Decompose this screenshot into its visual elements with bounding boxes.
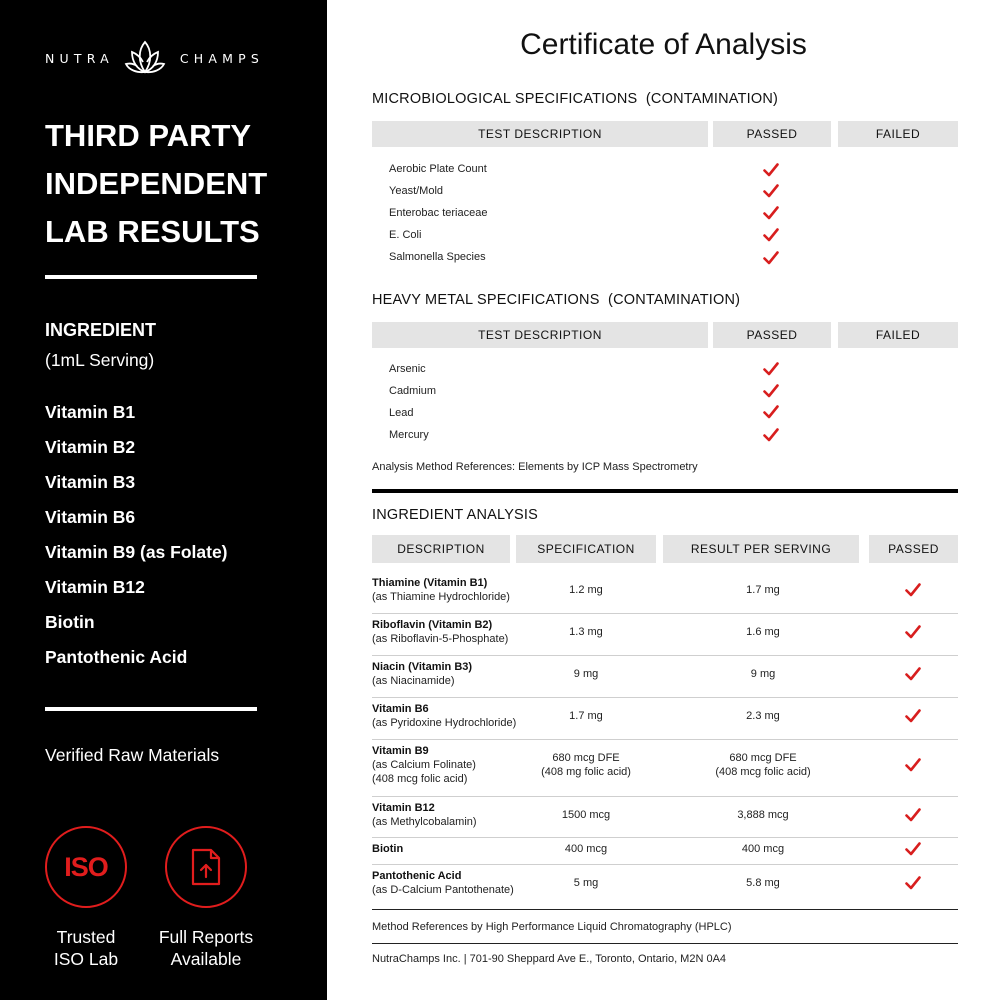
heavy-header-passed: PASSED	[713, 322, 831, 348]
document-upload-icon	[190, 848, 222, 886]
iso-badge-text: ISO	[64, 851, 108, 882]
section-title-suffix: (CONTAMINATION)	[608, 292, 741, 308]
ia-specification-value	[516, 751, 656, 779]
row-divider	[372, 613, 958, 614]
checkmark-icon	[905, 583, 921, 597]
reports-badge	[165, 826, 247, 908]
checkmark-icon	[905, 625, 921, 639]
value-line: 1500 mcg	[561, 809, 611, 821]
ingredient-item: Vitamin B3	[45, 472, 136, 492]
ia-ingredient-source: (as D-Calcium Pantothenate)	[372, 884, 514, 896]
checkmark-icon	[905, 808, 921, 822]
section-title-text: HEAVY METAL SPECIFICATIONS	[372, 292, 600, 308]
table-bottom-rule	[372, 909, 958, 910]
serving-size: (1mL Serving)	[45, 350, 155, 370]
value-line: 400 mcg	[741, 843, 785, 855]
brand-word-right: CHAMPS	[179, 50, 265, 66]
row-divider	[372, 864, 958, 865]
value-line: 1.7 mg	[746, 584, 780, 596]
ia-ingredient-title: Vitamin B9	[372, 745, 429, 757]
headline-line: INDEPENDENT	[45, 166, 268, 201]
checkmark-icon	[763, 206, 779, 220]
ia-result-value	[693, 751, 833, 779]
micro-section-title	[372, 91, 778, 107]
ingredient-item: Biotin	[45, 612, 95, 632]
ingredient-item: Vitamin B1	[45, 402, 136, 422]
ia-ingredient-source: (as Pyridoxine Hydrochloride)	[372, 717, 517, 729]
micro-header-description: TEST DESCRIPTION	[372, 121, 708, 147]
row-divider	[372, 655, 958, 656]
section-title-suffix: (CONTAMINATION)	[645, 91, 779, 107]
value-line: 680 mcg DFE	[729, 752, 797, 764]
ia-ingredient-name	[372, 660, 472, 688]
ia-result-value	[693, 667, 833, 681]
micro-header-passed: PASSED	[713, 121, 831, 147]
ia-result-value	[693, 709, 833, 723]
heavy-test-row: Mercury	[389, 429, 429, 441]
ia-ingredient-title: Biotin	[372, 843, 404, 855]
section-divider	[372, 489, 958, 493]
brand-logo	[45, 38, 285, 78]
lotus-icon	[124, 38, 166, 78]
footer-rule	[372, 943, 958, 944]
ingredient-item: Vitamin B6	[45, 507, 136, 527]
ia-ingredient-name	[372, 576, 510, 604]
ia-specification-value	[516, 876, 656, 890]
ia-ingredient-title: Vitamin B6	[372, 703, 429, 715]
headline	[45, 112, 267, 256]
value-line: 1.6 mg	[746, 626, 780, 638]
ingredient-item: Vitamin B9 (as Folate)	[45, 542, 228, 562]
checkmark-icon	[763, 384, 779, 398]
headline-line: LAB RESULTS	[45, 214, 260, 249]
checkmark-icon	[763, 405, 779, 419]
ia-result-value	[693, 583, 833, 597]
micro-test-row: E. Coli	[389, 229, 422, 241]
heavy-header-description: TEST DESCRIPTION	[372, 322, 708, 348]
value-line: (408 mcg folic acid)	[715, 766, 811, 778]
row-divider	[372, 739, 958, 740]
ingredient-title: INGREDIENT	[45, 320, 157, 340]
value-line: 9 mg	[573, 668, 599, 680]
ia-header-result: RESULT PER SERVING	[663, 535, 859, 563]
value-line: (408 mg folic acid)	[541, 766, 631, 778]
micro-test-row: Enterobac teriaceae	[389, 207, 488, 219]
value-line: 400 mcg	[564, 843, 608, 855]
micro-test-row: Salmonella Species	[389, 251, 486, 263]
micro-test-row: Yeast/Mold	[389, 185, 444, 197]
checkmark-icon	[763, 163, 779, 177]
ia-ingredient-source: (as Calcium Folinate)	[372, 759, 476, 771]
value-line: 2.3 mg	[746, 710, 780, 722]
ia-ingredient-source: (as Thiamine Hydrochloride)	[372, 591, 510, 603]
left-panel	[0, 0, 327, 1000]
checkmark-icon	[763, 428, 779, 442]
heavy-section-title	[372, 292, 740, 308]
row-divider	[372, 796, 958, 797]
heavy-test-row: Arsenic	[389, 363, 426, 375]
ia-result-value	[693, 808, 833, 822]
heavy-test-row: Cadmium	[389, 385, 437, 397]
section-title-text: MICROBIOLOGICAL SPECIFICATIONS	[372, 91, 638, 107]
divider	[45, 275, 257, 279]
ia-header-passed: PASSED	[869, 535, 958, 563]
checkmark-icon	[763, 362, 779, 376]
headline-line: THIRD PARTY	[45, 118, 252, 153]
heavy-header-failed: FAILED	[838, 322, 958, 348]
ia-ingredient-title: Riboflavin (Vitamin B2)	[372, 619, 493, 631]
ingredient-item: Vitamin B2	[45, 437, 136, 457]
ingredient-analysis-title: INGREDIENT ANALYSIS	[372, 507, 539, 523]
value-line: 1.3 mg	[569, 626, 603, 638]
divider	[45, 707, 257, 711]
page-title: Certificate of Analysis	[520, 28, 807, 61]
caption-line: Trusted	[56, 927, 116, 947]
ia-ingredient-source: (408 mcg folic acid)	[372, 773, 468, 785]
checkmark-icon	[905, 667, 921, 681]
heavy-test-row: Lead	[389, 407, 414, 419]
ingredient-item: Vitamin B12	[45, 577, 145, 597]
micro-header-failed: FAILED	[838, 121, 958, 147]
value-line: 5.8 mg	[746, 877, 780, 889]
ia-specification-value	[516, 709, 656, 723]
ia-header-specification: SPECIFICATION	[516, 535, 656, 563]
ia-ingredient-name	[372, 842, 403, 856]
verified-raw-materials: Verified Raw Materials	[45, 745, 220, 765]
footer-address: NutraChamps Inc. | 701-90 Sheppard Ave E., Toronto, Ontario, M2N 0A4	[372, 953, 727, 965]
brand-word-left: NUTRA	[45, 50, 114, 66]
ia-ingredient-title: Niacin (Vitamin B3)	[372, 661, 473, 673]
ia-result-value	[693, 842, 833, 856]
row-divider	[372, 697, 958, 698]
caption-line: Available	[170, 949, 242, 969]
row-divider	[372, 837, 958, 838]
ia-ingredient-source: (as Methylcobalamin)	[372, 816, 477, 828]
ia-result-value	[693, 625, 833, 639]
value-line: 680 mcg DFE	[552, 752, 620, 764]
certificate-panel	[327, 0, 1000, 1000]
checkmark-icon	[763, 251, 779, 265]
value-line: 1.2 mg	[569, 584, 603, 596]
value-line: 9 mg	[750, 668, 776, 680]
ia-ingredient-name	[372, 618, 508, 646]
ia-ingredient-name	[372, 744, 476, 786]
caption-line: Full Reports	[158, 927, 254, 947]
ingredient-item: Pantothenic Acid	[45, 647, 188, 667]
ia-ingredient-name	[372, 801, 477, 829]
ia-ingredient-name	[372, 702, 516, 730]
ia-specification-value	[516, 842, 656, 856]
ia-ingredient-source: (as Niacinamide)	[372, 675, 455, 687]
iso-badge	[45, 826, 127, 908]
ia-specification-value	[516, 808, 656, 822]
ia-ingredient-title: Vitamin B12	[372, 802, 435, 814]
ia-header-description: DESCRIPTION	[372, 535, 510, 563]
ia-specification-value	[516, 667, 656, 681]
checkmark-icon	[905, 758, 921, 772]
checkmark-icon	[905, 842, 921, 856]
ia-ingredient-title: Pantothenic Acid	[372, 870, 462, 882]
value-line: 3,888 mcg	[737, 809, 789, 821]
checkmark-icon	[905, 876, 921, 890]
value-line: 5 mg	[573, 877, 599, 889]
value-line: 1.7 mg	[569, 710, 603, 722]
checkmark-icon	[763, 184, 779, 198]
checkmark-icon	[905, 709, 921, 723]
ia-method-reference: Method References by High Performance Liquid Chromatography (HPLC)	[372, 921, 732, 933]
ingredient-list	[45, 400, 228, 680]
reports-badge-caption	[146, 926, 266, 970]
ia-result-value	[693, 876, 833, 890]
ia-ingredient-name	[372, 869, 514, 897]
ia-ingredient-source: (as Riboflavin-5-Phosphate)	[372, 633, 509, 645]
checkmark-icon	[763, 228, 779, 242]
iso-badge-caption	[26, 926, 146, 970]
caption-line: ISO Lab	[53, 949, 119, 969]
ia-specification-value	[516, 625, 656, 639]
ia-ingredient-title: Thiamine (Vitamin B1)	[372, 577, 488, 589]
heavy-method-reference: Analysis Method References: Elements by ICP Mass Spectrometry	[372, 461, 698, 473]
ia-specification-value	[516, 583, 656, 597]
micro-test-row: Aerobic Plate Count	[389, 163, 487, 175]
